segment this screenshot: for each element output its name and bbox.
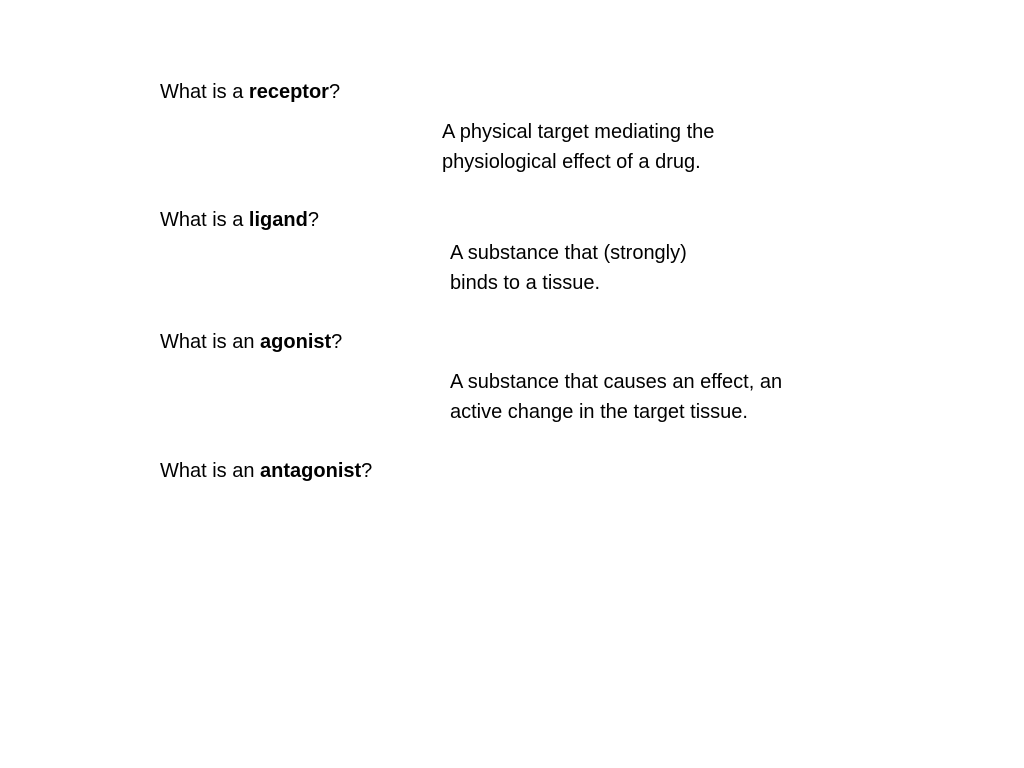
answer-line: physiological effect of a drug. (442, 151, 701, 173)
answer-ligand (450, 238, 687, 298)
answer-line: A substance that (strongly) (450, 242, 687, 264)
question-prefix: What is a (160, 209, 249, 231)
question-term: antagonist (260, 460, 362, 482)
question-agonist (160, 330, 342, 354)
question-suffix: ? (307, 209, 319, 231)
question-prefix: What is an (160, 460, 261, 482)
question-term: ligand (248, 209, 308, 231)
question-suffix: ? (331, 331, 343, 353)
question-prefix: What is a (160, 81, 249, 103)
question-suffix: ? (361, 460, 373, 482)
answer-agonist (450, 367, 782, 427)
question-prefix: What is an (160, 331, 261, 353)
question-antagonist (160, 459, 372, 483)
answer-receptor (442, 117, 714, 177)
question-receptor (160, 80, 340, 104)
question-suffix: ? (328, 81, 341, 103)
question-term: receptor (248, 81, 329, 103)
question-term: agonist (260, 331, 332, 353)
answer-line: active change in the target tissue. (450, 401, 748, 423)
answer-line: A substance that causes an effect, an (450, 371, 783, 393)
answer-line: binds to a tissue. (450, 272, 601, 294)
answer-line: A physical target mediating the (442, 121, 715, 143)
question-ligand (160, 208, 319, 232)
